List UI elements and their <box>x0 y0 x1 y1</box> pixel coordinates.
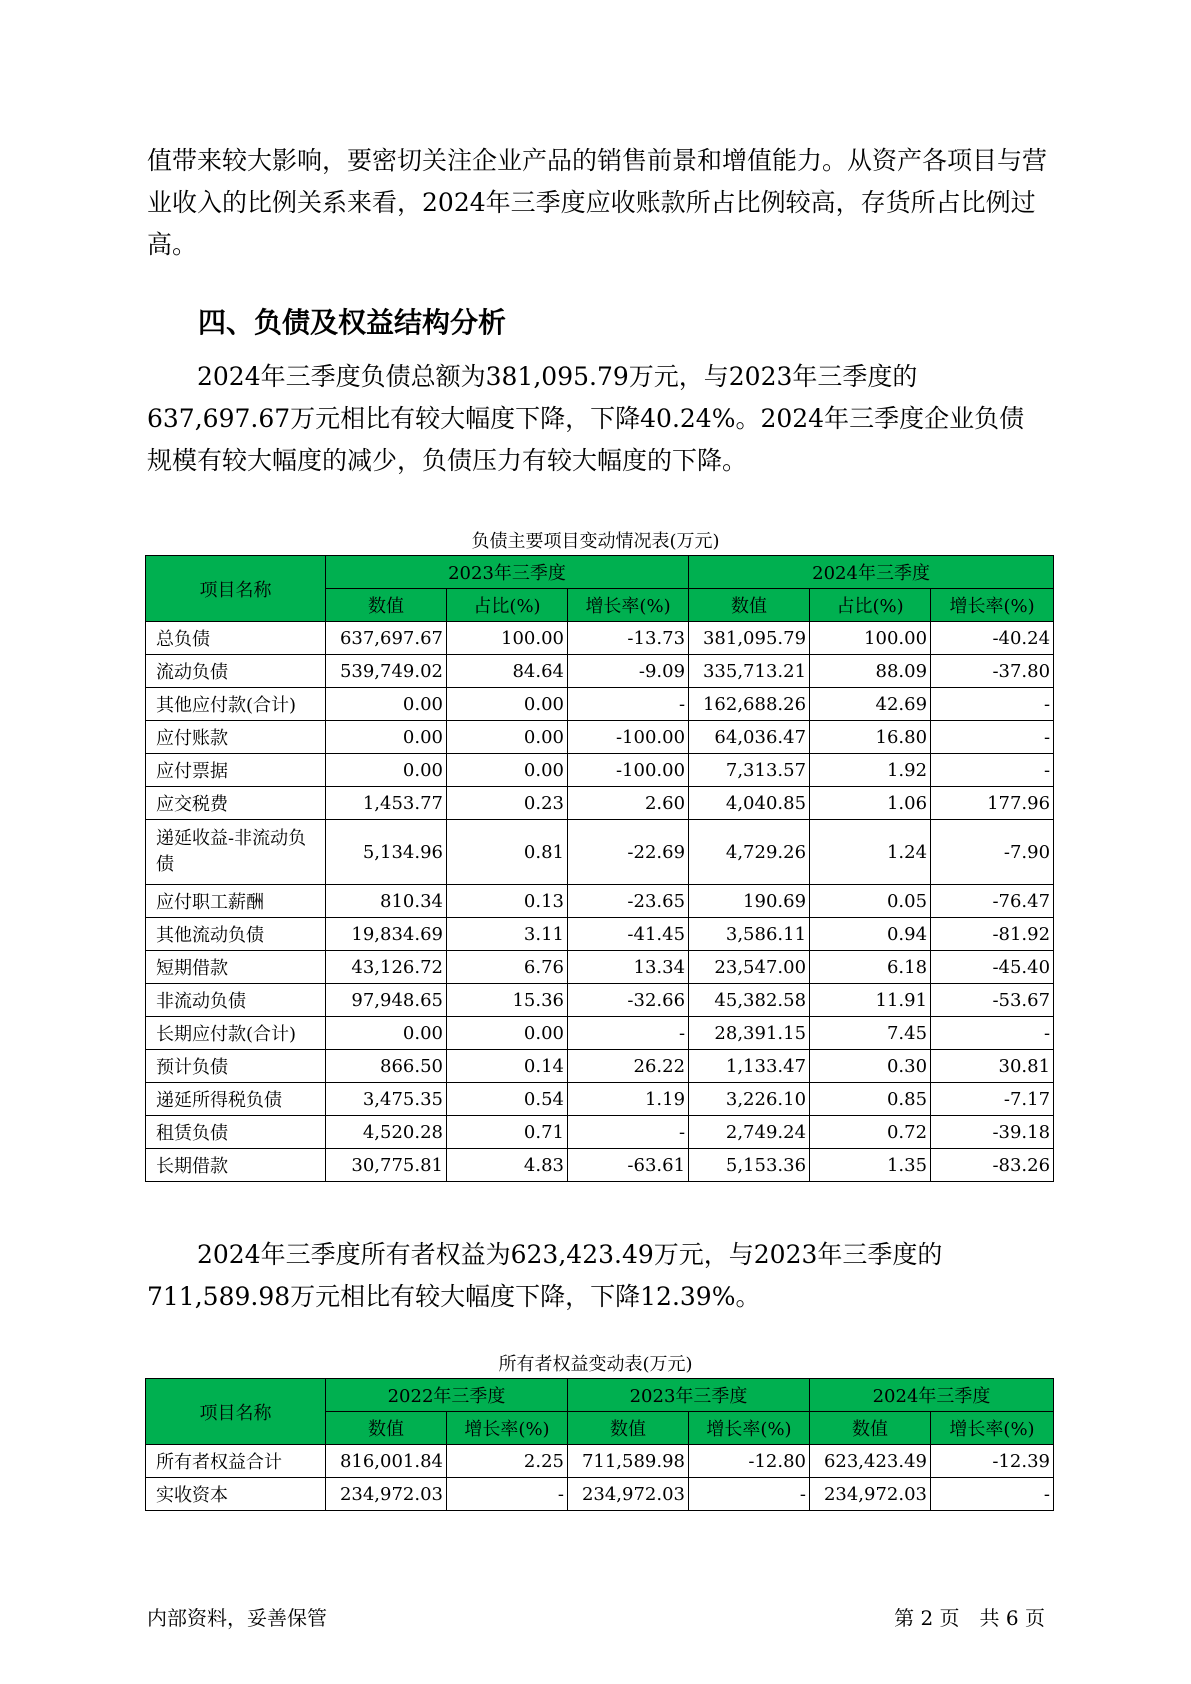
cell-share: 0.72 <box>810 1116 931 1149</box>
table-row <box>146 1083 1054 1116</box>
cell-value: 1,453.77 <box>326 787 447 820</box>
table-row <box>146 984 1054 1017</box>
cell-value: 4,729.26 <box>689 820 810 885</box>
cell-growth: -32.66 <box>568 984 689 1017</box>
cell-growth: - <box>931 1478 1054 1511</box>
cell-value: 3,586.11 <box>689 918 810 951</box>
table-row <box>146 622 1054 655</box>
header-period-2023: 2023年三季度 <box>568 1379 810 1412</box>
cell-growth: 2.60 <box>568 787 689 820</box>
row-name: 应付职工薪酬 <box>146 885 326 918</box>
cell-growth: - <box>931 1017 1054 1050</box>
equity-table <box>145 1378 1054 1511</box>
cell-value: 335,713.21 <box>689 655 810 688</box>
cell-value: 816,001.84 <box>326 1445 447 1478</box>
row-name: 递延所得税负债 <box>146 1083 326 1116</box>
table-row <box>146 1478 1054 1511</box>
cell-share: 0.00 <box>447 754 568 787</box>
cell-value: 0.00 <box>326 754 447 787</box>
header-item-name: 项目名称 <box>146 556 326 622</box>
cell-growth: -7.90 <box>931 820 1054 885</box>
cell-share: 1.35 <box>810 1149 931 1182</box>
cell-share: 0.85 <box>810 1083 931 1116</box>
cell-value: 0.00 <box>326 721 447 754</box>
cell-value: 381,095.79 <box>689 622 810 655</box>
cell-value: 539,749.02 <box>326 655 447 688</box>
row-name: 长期应付款(合计) <box>146 1017 326 1050</box>
cell-growth: -53.67 <box>931 984 1054 1017</box>
cell-growth: -83.26 <box>931 1149 1054 1182</box>
cell-share: 42.69 <box>810 688 931 721</box>
cell-growth: -100.00 <box>568 754 689 787</box>
cell-share: 16.80 <box>810 721 931 754</box>
cell-value: 7,313.57 <box>689 754 810 787</box>
cell-growth: -12.39 <box>931 1445 1054 1478</box>
cell-growth: 2.25 <box>447 1445 568 1478</box>
header-period-2024: 2024年三季度 <box>689 556 1054 589</box>
liability-table <box>145 555 1054 1182</box>
cell-value: 162,688.26 <box>689 688 810 721</box>
row-name: 其他应付款(合计) <box>146 688 326 721</box>
cell-value: 234,972.03 <box>326 1478 447 1511</box>
cell-growth: 177.96 <box>931 787 1054 820</box>
cell-value: 4,520.28 <box>326 1116 447 1149</box>
header-period-2024: 2024年三季度 <box>810 1379 1054 1412</box>
cell-growth: -13.73 <box>568 622 689 655</box>
subheader-growth: 增长率(%) <box>447 1412 568 1445</box>
table-row <box>146 1149 1054 1182</box>
cell-growth: -45.40 <box>931 951 1054 984</box>
cell-value: 30,775.81 <box>326 1149 447 1182</box>
row-name: 实收资本 <box>146 1478 326 1511</box>
subheader-value: 数值 <box>689 589 810 622</box>
subheader-value: 数值 <box>326 589 447 622</box>
table-row <box>146 885 1054 918</box>
cell-growth: -76.47 <box>931 885 1054 918</box>
cell-growth: - <box>568 1017 689 1050</box>
cell-value: 0.00 <box>326 1017 447 1050</box>
header-period-2023: 2023年三季度 <box>326 556 689 589</box>
cell-share: 0.00 <box>447 1017 568 1050</box>
cell-share: 0.81 <box>447 820 568 885</box>
cell-growth: -40.24 <box>931 622 1054 655</box>
cell-growth: -23.65 <box>568 885 689 918</box>
table-row <box>146 1050 1054 1083</box>
cell-growth: - <box>689 1478 810 1511</box>
cell-value: 28,391.15 <box>689 1017 810 1050</box>
cell-growth: -22.69 <box>568 820 689 885</box>
table-row <box>146 951 1054 984</box>
cell-value: 5,134.96 <box>326 820 447 885</box>
cell-value: 234,972.03 <box>810 1478 931 1511</box>
cell-growth: -81.92 <box>931 918 1054 951</box>
row-name: 长期借款 <box>146 1149 326 1182</box>
cell-growth: -37.80 <box>931 655 1054 688</box>
cell-growth: 30.81 <box>931 1050 1054 1083</box>
cell-share: 0.30 <box>810 1050 931 1083</box>
row-name: 短期借款 <box>146 951 326 984</box>
row-name: 递延收益-非流动负债 <box>146 820 326 885</box>
row-name: 总负债 <box>146 622 326 655</box>
cell-share: 1.06 <box>810 787 931 820</box>
row-name: 流动负债 <box>146 655 326 688</box>
row-name: 应交税费 <box>146 787 326 820</box>
cell-growth: -100.00 <box>568 721 689 754</box>
cell-value: 64,036.47 <box>689 721 810 754</box>
cell-value: 2,749.24 <box>689 1116 810 1149</box>
header-item-name: 项目名称 <box>146 1379 326 1445</box>
cell-growth: - <box>931 721 1054 754</box>
cell-growth: -41.45 <box>568 918 689 951</box>
cell-value: 19,834.69 <box>326 918 447 951</box>
row-name: 非流动负债 <box>146 984 326 1017</box>
liability-paragraph: 2024年三季度负债总额为381,095.79万元，与2023年三季度的637,697.67万元相比有较大幅度下降，下降40.24%。2024年三季度企业负债规模有较大幅度的减少，负债压力有较大幅度的下降。 <box>147 362 1025 475</box>
subheader-share: 占比(%) <box>810 589 931 622</box>
cell-growth: -9.09 <box>568 655 689 688</box>
row-name: 应付账款 <box>146 721 326 754</box>
cell-share: 7.45 <box>810 1017 931 1050</box>
cell-value: 43,126.72 <box>326 951 447 984</box>
row-name: 租赁负债 <box>146 1116 326 1149</box>
intro-paragraph: 值带来较大影响，要密切关注企业产品的销售前景和增值能力。从资产各项目与营业收入的比例关系来看，2024年三季度应收账款所占比例较高，存货所占比例过高。 <box>147 146 1048 259</box>
footer-page-number: 第 2 页 共 6 页 <box>894 1606 1045 1630</box>
liability-table-caption: 负债主要项目变动情况表(万元) <box>471 531 720 552</box>
cell-value: 4,040.85 <box>689 787 810 820</box>
cell-share: 0.00 <box>447 721 568 754</box>
cell-growth: -39.18 <box>931 1116 1054 1149</box>
cell-growth: -63.61 <box>568 1149 689 1182</box>
cell-share: 0.13 <box>447 885 568 918</box>
cell-value: 623,423.49 <box>810 1445 931 1478</box>
cell-value: 637,697.67 <box>326 622 447 655</box>
subheader-growth: 增长率(%) <box>689 1412 810 1445</box>
cell-share: 0.05 <box>810 885 931 918</box>
cell-share: 15.36 <box>447 984 568 1017</box>
cell-value: 45,382.58 <box>689 984 810 1017</box>
equity-paragraph: 2024年三季度所有者权益为623,423.49万元，与2023年三季度的711,589.98万元相比有较大幅度下降，下降12.39%。 <box>147 1240 943 1311</box>
cell-share: 0.94 <box>810 918 931 951</box>
table-row <box>146 1116 1054 1149</box>
cell-share: 0.54 <box>447 1083 568 1116</box>
table-row <box>146 787 1054 820</box>
cell-share: 1.92 <box>810 754 931 787</box>
table-row <box>146 688 1054 721</box>
cell-growth: - <box>447 1478 568 1511</box>
table-row <box>146 655 1054 688</box>
row-name: 所有者权益合计 <box>146 1445 326 1478</box>
subheader-growth: 增长率(%) <box>931 589 1054 622</box>
cell-growth: -12.80 <box>689 1445 810 1478</box>
table-row <box>146 1017 1054 1050</box>
footer-confidential: 内部资料，妥善保管 <box>147 1606 327 1630</box>
cell-value: 0.00 <box>326 688 447 721</box>
cell-value: 1,133.47 <box>689 1050 810 1083</box>
cell-share: 3.11 <box>447 918 568 951</box>
row-name: 应付票据 <box>146 754 326 787</box>
cell-value: 234,972.03 <box>568 1478 689 1511</box>
cell-value: 711,589.98 <box>568 1445 689 1478</box>
cell-value: 97,948.65 <box>326 984 447 1017</box>
equity-table-caption: 所有者权益变动表(万元) <box>498 1354 693 1375</box>
cell-share: 6.18 <box>810 951 931 984</box>
row-name: 预计负债 <box>146 1050 326 1083</box>
cell-value: 5,153.36 <box>689 1149 810 1182</box>
cell-value: 190.69 <box>689 885 810 918</box>
cell-growth: - <box>931 754 1054 787</box>
cell-value: 810.34 <box>326 885 447 918</box>
table-row <box>146 918 1054 951</box>
cell-share: 0.71 <box>447 1116 568 1149</box>
subheader-value: 数值 <box>326 1412 447 1445</box>
cell-value: 3,475.35 <box>326 1083 447 1116</box>
cell-share: 0.14 <box>447 1050 568 1083</box>
cell-value: 3,226.10 <box>689 1083 810 1116</box>
cell-value: 23,547.00 <box>689 951 810 984</box>
cell-share: 100.00 <box>447 622 568 655</box>
cell-share: 84.64 <box>447 655 568 688</box>
cell-share: 100.00 <box>810 622 931 655</box>
header-period-2022: 2022年三季度 <box>326 1379 568 1412</box>
table-row <box>146 820 1054 885</box>
cell-growth: - <box>931 688 1054 721</box>
cell-growth: - <box>568 688 689 721</box>
subheader-value: 数值 <box>810 1412 931 1445</box>
cell-share: 0.23 <box>447 787 568 820</box>
subheader-value: 数值 <box>568 1412 689 1445</box>
subheader-growth: 增长率(%) <box>931 1412 1054 1445</box>
row-name: 其他流动负债 <box>146 918 326 951</box>
cell-share: 11.91 <box>810 984 931 1017</box>
table-row <box>146 754 1054 787</box>
cell-value: 866.50 <box>326 1050 447 1083</box>
subheader-share: 占比(%) <box>447 589 568 622</box>
cell-growth: - <box>568 1116 689 1149</box>
section-title: 四、负债及权益结构分析 <box>198 306 507 339</box>
cell-share: 88.09 <box>810 655 931 688</box>
subheader-growth: 增长率(%) <box>568 589 689 622</box>
cell-share: 4.83 <box>447 1149 568 1182</box>
table-row <box>146 721 1054 754</box>
cell-growth: 1.19 <box>568 1083 689 1116</box>
cell-share: 1.24 <box>810 820 931 885</box>
cell-share: 0.00 <box>447 688 568 721</box>
cell-growth: -7.17 <box>931 1083 1054 1116</box>
cell-share: 6.76 <box>447 951 568 984</box>
cell-growth: 13.34 <box>568 951 689 984</box>
cell-growth: 26.22 <box>568 1050 689 1083</box>
table-row <box>146 1445 1054 1478</box>
